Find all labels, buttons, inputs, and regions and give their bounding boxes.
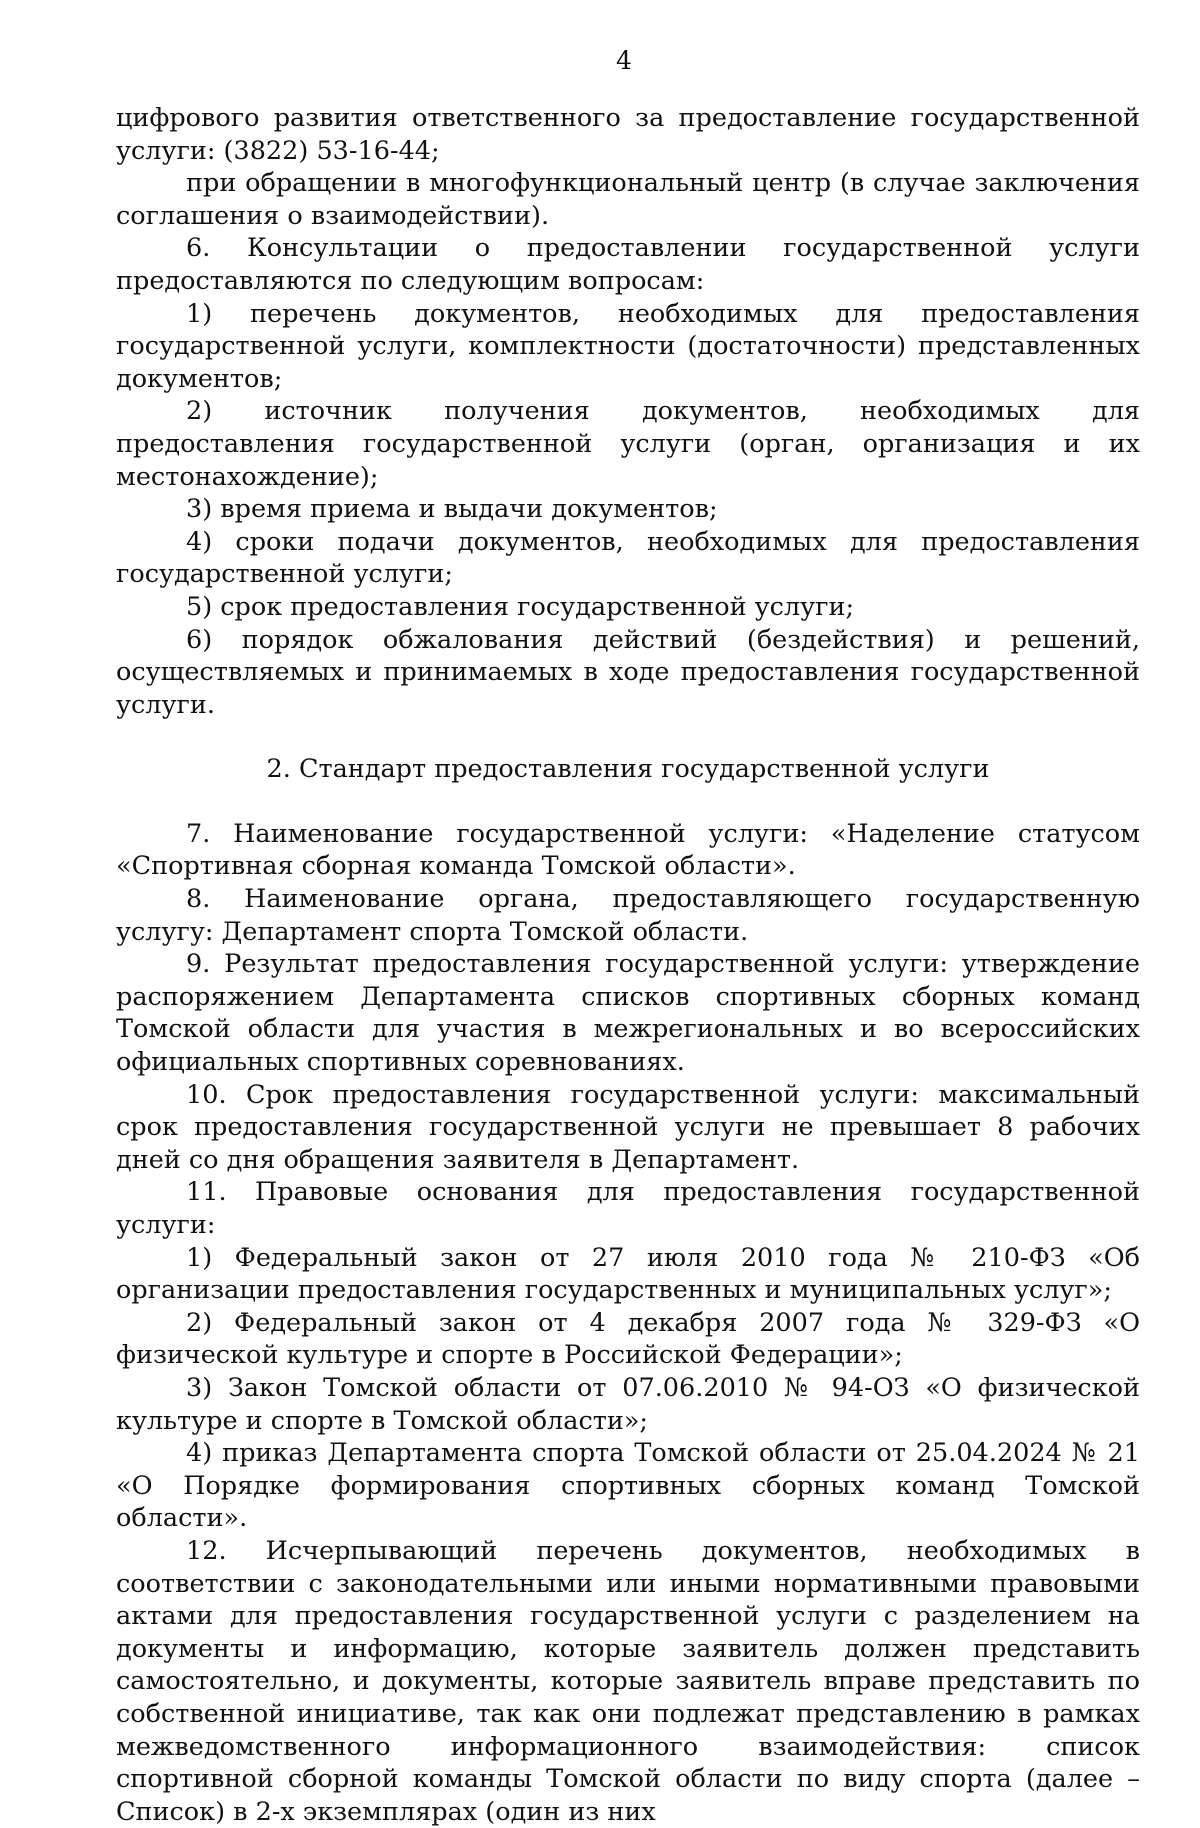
page-number: 4 — [616, 46, 632, 75]
paragraph-item-7: 7. Наименование государственной услуги: «Наделение статусом «Спортивная сборная команда Томской области». — [116, 818, 1140, 882]
paragraph-item-11: 11. Правовые основания для предоставления государственной услуги: — [116, 1177, 1140, 1240]
document-body — [116, 102, 1140, 1828]
list-item-6-5: 5) срок предоставления государственной услуги; — [186, 591, 855, 622]
list-item-6-2: 2) источник получения документов, необходимых для предоставления государственной услуги (орган, организация и их местонахождение); — [116, 396, 1140, 492]
paragraph-item-8: 8. Наименование органа, предоставляющего государственную услугу: Департамент спорта Томской области. — [116, 884, 1140, 947]
paragraph-item-9: 9. Результат предоставления государственной услуги: утверждение распоряжением Департамента списков спортивных сборных команд Томской области для участия в межрегиональных и во всероссийских официальных спортивных соревнованиях. — [116, 949, 1140, 1078]
section-heading: 2. Стандарт предоставления государственной услуги — [266, 754, 990, 785]
paragraph-item-6: 6. Консультации о предоставлении государственной услуги предоставляются по следующим вопросам: — [116, 233, 1140, 296]
list-item-6-6: 6) порядок обжалования действий (бездействия) и решений, осуществляемых и принимаемых в ходе предоставления государственной услуги. — [116, 624, 1140, 720]
paragraph-item-12: 12. Исчерпывающий перечень документов, необходимых в соответствии с законодательными или иными нормативными правовыми актами для предоставления государственной услуги с разделением на документы и информацию, которые заявитель должен представить самостоятельно, и документы, которые заявитель вправе представить по собственной инициативе, так как они подлежат представлению в рамках межведомственного информационного взаимодействия: список спортивной сборной команды Томской области по виду спорта (далее – Список) в 2-х экземплярах (один из них — [116, 1535, 1140, 1827]
list-item-6-3: 3) время приема и выдачи документов; — [186, 494, 718, 525]
paragraph-mfc: при обращении в многофункциональный центр (в случае заключения соглашения о взаимодействии). — [116, 168, 1140, 231]
list-item-6-1: 1) перечень документов, необходимых для предоставления государственной услуги, комплектности (достаточности) представленных документов; — [116, 298, 1140, 394]
list-item-11-2: 2) Федеральный закон от 4 декабря 2007 года № 329-ФЗ «О физической культуре и спорте в Российской Федерации»; — [116, 1307, 1140, 1371]
list-item-11-4: 4) приказ Департамента спорта Томской области от 25.04.2024 № 21 «О Порядке формирования спортивных сборных команд Томской области». — [116, 1438, 1140, 1534]
paragraph-item-10: 10. Срок предоставления государственной услуги: максимальный срок предоставления государственной услуги не превышает 8 рабочих дней со дня обращения заявителя в Департамент. — [116, 1079, 1140, 1175]
list-item-11-3: 3) Закон Томской области от 07.06.2010 № 94-ОЗ «О физической культуре и спорте в Томской области»; — [116, 1372, 1140, 1436]
paragraph-contact-phone: цифрового развития ответственного за предоставление государственной услуги: (3822) 53-16-44; — [116, 103, 1140, 166]
list-item-6-4: 4) сроки подачи документов, необходимых для предоставления государственной услуги; — [116, 526, 1140, 590]
list-item-11-1: 1) Федеральный закон от 27 июля 2010 года № 210-ФЗ «Об организации предоставления государственных и муниципальных услуг»; — [116, 1242, 1140, 1306]
